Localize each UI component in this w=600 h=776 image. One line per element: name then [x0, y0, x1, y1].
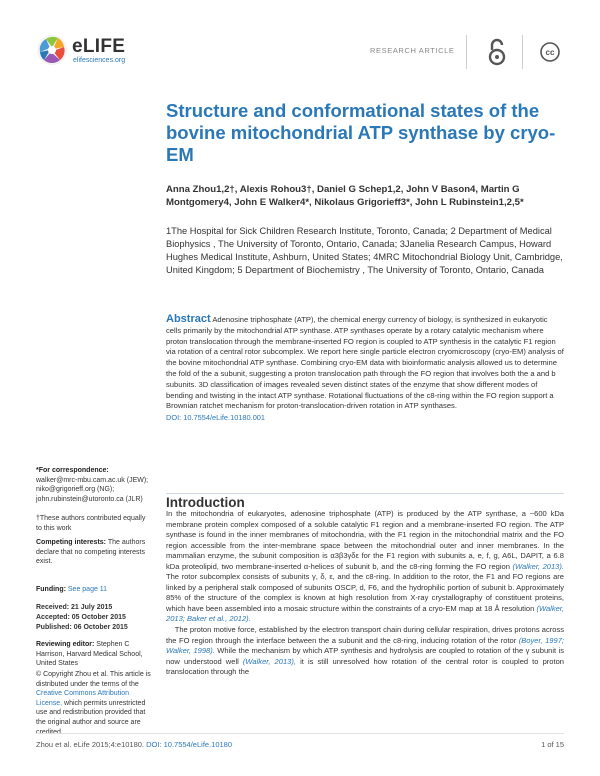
footer-doi-link[interactable]: DOI: 10.7554/eLife.10180	[146, 740, 233, 749]
section-divider	[166, 493, 564, 494]
elife-url-link[interactable]: elifesciences.org	[73, 57, 126, 64]
footer-citation	[36, 740, 232, 749]
copyright-text-2: which permits unrestricted use and redistribution provided that the original author and source are	[36, 699, 146, 726]
funding-link[interactable]: See page 11	[67, 586, 108, 593]
funding-note	[36, 585, 152, 595]
received-date: Received: 21 July 2015	[36, 604, 113, 611]
editor-label: Reviewing editor:	[36, 641, 95, 648]
header-divider	[522, 35, 523, 69]
footer-citation-text: Zhou et al. eLife 2015;4:e10180.	[36, 740, 145, 749]
abstract-doi-link[interactable]: DOI: 10.7554/eLife.10180.001	[166, 413, 266, 423]
editor-text: Stephen C Harrison, Harvard Medical School, United States	[36, 641, 143, 668]
page-number: 1 of 15	[541, 740, 564, 749]
accepted-date: Accepted: 05 October 2015	[36, 614, 126, 621]
citation-link[interactable]: (Walker, 2013).	[512, 561, 564, 571]
article-type-label: RESEARCH ARTICLE	[370, 46, 455, 55]
svg-text:cc: cc	[545, 48, 555, 58]
license-link[interactable]: Creative Commons Attribution License,	[36, 690, 129, 707]
intro-paragraph-1b: The rotor subcomplex consists of subunits γ, δ, ε, and the c8-ring. In addition to the rotor, the F1 and FO regions are linked by a peripheral stalk composed of subunits OSCP, d, F6, and the hydrophilic portion of subunit b. Approximately 85% of the structure of the complex is known at high resolution from X-ray crystallography of constituent proteins, which have been assembled into a mosaic structure within the constraints of a cryo-EM map at 18 Å resolution	[166, 572, 564, 613]
citation-link[interactable]: (Walker, 2013),	[242, 656, 296, 666]
intro-paragraph-2: The proton motive force, established by the electron transport chain during cellular respiration, drives protons across the FO region through the interface between the a subunit and the c8-ring, inducing rotation of the rotor	[166, 625, 565, 645]
competing-interests	[36, 538, 152, 567]
footer-divider	[36, 733, 564, 734]
competing-label: Competing interests:	[36, 539, 107, 546]
correspondence-note	[36, 466, 152, 504]
open-access-icon	[485, 38, 509, 66]
affiliations: 1The Hospital for Sick Children Research Institute, Toronto, Canada; 2 Department of Medical Biophysics , The University of Toronto, Ontario, Canada; 3Janelia Research Campus, Howard Hughes Medical Institute, Ashburn, United States; 4MRC Mitochondrial Biology Unit, Cambridge, United Kingdom; 5 Department of Biochemistry , The University of Toronto, Ontario, Canada	[166, 226, 563, 275]
correspondence-label: *For correspondence:	[36, 467, 109, 474]
competing-text: The authors declare that no competing interests exist.	[36, 539, 146, 566]
funding-label: Funding:	[36, 586, 66, 593]
citation-link[interactable]: (Walker, 2013; Baker et al., 2012).	[166, 603, 564, 624]
citation-link[interactable]: (Boyer, 1997; Walker, 1998).	[166, 635, 564, 656]
copyright-text: © Copyright Zhou et al. This article is distributed under the terms of the	[36, 671, 151, 688]
abstract-text: Adenosine triphosphate (ATP), the chemical energy currency of biology, is synthesized in eukaryotic cells primarily by the mitochondrial ATP synthase. ATP synthases operate by a rotary catalytic mechanism where proton translocation through the membrane-inserted FO region is coupled to ATP synthesis in the catalytic F1 region via rotation of a central rotor subcomplex. We report here single particle electron cryomicroscopy (cryo-EM) analysis of the bovine mitochondrial ATP synthase. Combining cryo-EM data with bioinformatic analysis allowed us to determine the fold of the a subunit, suggesting a proton translocation path through the FO region that involves both the a and b subunits. 3D classification of images revealed seven distinct states of the enzyme that show different modes of bending and twisting in the intact ATP synthase. Rotational fluctuations of the c8-ring within the FO region support a Brownian ratchet mechanism for proton-translocation-driven rotation in ATP synthases.	[166, 315, 564, 411]
published-date: Published: 06 October 2015	[36, 624, 128, 631]
abstract	[166, 314, 564, 424]
reviewing-editor	[36, 640, 152, 669]
introduction-text	[166, 509, 564, 678]
elife-logo-icon	[36, 34, 68, 66]
intro-paragraph-1: In the mitochondria of eukaryotes, adenosine triphosphate (ATP) is produced by the ATP synthase, a ~600 kDa membrane protein complex composed of a soluble catalytic F1 region and a membrane-inserted FO region. The ATP synthase is found in the inner membranes of mitochondria, with the F1 region in the mitochondrial matrix and the FO region accessible from the inter-membrane space between the mitochondrial outer and inner membranes. In the mammalian enzyme, the subunit composition is α3β3γδε for the F1 region with subunits a, e, f, g, A6L, DAPIT, a 6.8 kDa proteolipid, two membrane-inserted α-helices of subunit b, and the c8-ring forming the FO region	[166, 509, 564, 571]
author-list: Anna Zhou1,2†, Alexis Rohou3†, Daniel G Schep1,2, John V Bason4, Martin G Montgomery4, John E Walker4*, Nikolaus Grigorieff3*, John L Rubinstein1,2,5*	[166, 184, 524, 208]
introduction-heading: Introduction	[166, 495, 245, 510]
equal-contribution-note: †These authors contributed equally to this work	[36, 515, 146, 532]
article-title: Structure and conformational states of the bovine mitochondrial ATP synthase by cryo-EM	[166, 100, 556, 165]
elife-wordmark: eLIFE	[72, 36, 126, 57]
intro-paragraph-2c: it is still unresolved how rotation of the central rotor is coupled to proton translocation through the	[166, 656, 564, 677]
intro-paragraph-2b: While the mechanism by which ATP synthesis and hydrolysis are coupled to rotation of the γ subunit is now understood well	[166, 646, 564, 666]
copyright-note	[36, 670, 152, 737]
correspondence-emails[interactable]: walker@mrc-mbu.cam.ac.uk (JEW); niko@grigorieff.org (NG); john.rubinstein@utoronto.ca (JLR)	[36, 476, 149, 503]
header-divider	[466, 35, 467, 69]
abstract-heading: Abstract	[166, 313, 211, 325]
creative-commons-icon	[540, 42, 560, 62]
